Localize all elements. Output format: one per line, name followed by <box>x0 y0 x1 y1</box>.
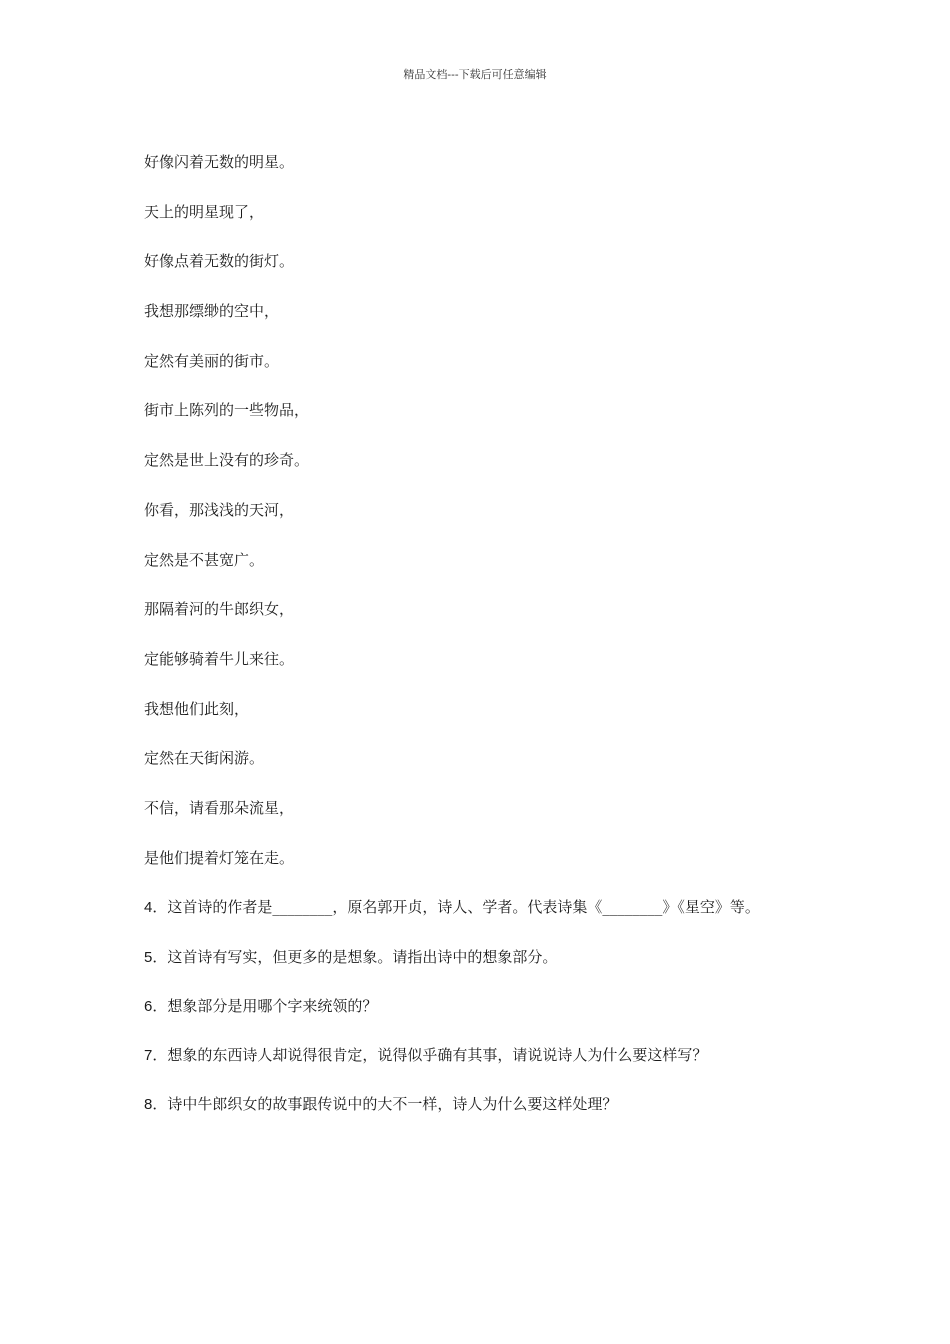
question-text: 诗中牛郎织女的故事跟传说中的大不一样，诗人为什么要这样处理？ <box>167 1095 618 1113</box>
poem-line: 天上的明星现了， <box>144 202 265 221</box>
question-item <box>144 1043 814 1068</box>
poem-line: 定然是不甚宽广。 <box>144 550 265 569</box>
poem-line: 你看，那浅浅的天河， <box>144 500 295 519</box>
poem-line: 定然在天街闲游。 <box>144 749 265 768</box>
question-number: 5． <box>144 949 168 966</box>
poem-line: 好像点着无数的街灯。 <box>144 252 295 271</box>
poem-line: 定然是世上没有的珍奇。 <box>144 451 310 470</box>
poem-line: 定然有美丽的街市。 <box>144 351 280 370</box>
question-text: 想象部分是用哪个字来统领的？ <box>167 997 378 1015</box>
poem-line: 是他们提着灯笼在走。 <box>144 848 295 867</box>
question-item <box>144 1092 814 1117</box>
poem-line: 我想他们此刻， <box>144 699 250 718</box>
question-number: 7． <box>144 1047 168 1064</box>
question-text: 这首诗的作者是________，原名郭开贞，诗人、学者。代表诗集《________》《星空》等。 <box>167 898 760 916</box>
poem-line: 那隔着河的牛郎织女， <box>144 600 295 619</box>
poem-line: 不信，请看那朵流星， <box>144 798 295 817</box>
question-item <box>144 895 814 920</box>
poem-line: 好像闪着无数的明星。 <box>144 153 295 171</box>
question-number: 8． <box>144 1096 168 1113</box>
question-item <box>144 994 814 1019</box>
question-text: 这首诗有写实，但更多的是想象。请指出诗中的想象部分。 <box>167 948 558 966</box>
question-item <box>144 945 814 970</box>
poem-line: 定能够骑着牛儿来往。 <box>144 649 295 668</box>
poem-line: 街市上陈列的一些物品， <box>144 401 310 420</box>
question-number: 4． <box>144 899 168 916</box>
poem-line: 我想那缥缈的空中， <box>144 302 280 321</box>
page-header: 精品文档---下载后可任意编辑 <box>403 68 547 81</box>
question-number: 6． <box>144 998 168 1015</box>
question-text: 想象的东西诗人却说得很肯定，说得似乎确有其事，请说说诗人为什么要这样写？ <box>167 1046 708 1064</box>
question-list <box>144 895 814 1141</box>
poem-body <box>144 150 824 895</box>
